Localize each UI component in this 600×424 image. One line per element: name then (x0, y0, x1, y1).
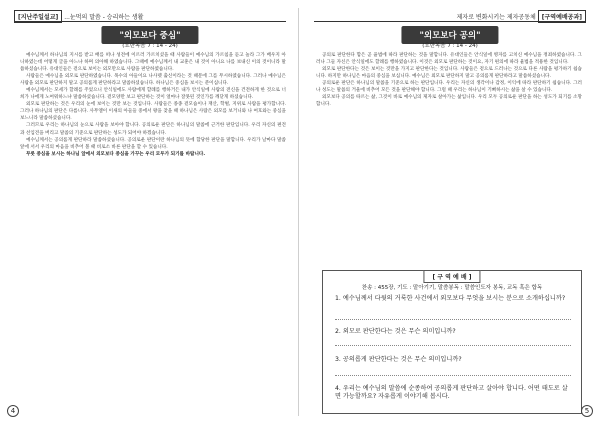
right-header-subtitle: 제자로 변화시키는 제자공동체 (456, 14, 536, 21)
left-sermon-title: "외모보다 중심" (101, 26, 198, 44)
page-gutter (298, 8, 299, 416)
left-header-tag: [지난주일설교] (14, 10, 62, 23)
question-4: 4. 우리는 예수님의 말씀에 순종하여 공의롭게 판단하고 살아야 합니다. 어떤 태도로 살면 가능할까요? 자유롭게 이야기해 봅시다. (335, 385, 568, 400)
left-header-rule (14, 21, 286, 22)
right-lesson-title: "외모보다 공의" (401, 26, 498, 44)
question-3: 3. 공의롭게 판단한다는 것은 무슨 의미입니까? (335, 356, 462, 363)
closing-paragraph: 무릇 중심을 보시는 하나님 앞에서 외모보다 중심을 가꾸는 우리 모두가 되기를 바랍니다. (26, 151, 206, 157)
paragraph: 외모보다 공의를 따르는 삶, 그것이 바로 예수님의 제자로 살아가는 삶입니다. 우리 모두 공의로운 판단을 하는 성도가 되기를 소망합니다. (316, 95, 582, 108)
paragraph: 예수님께서 하나님의 지시를 받고 배를 떠나 성전에 이르러 가르치셨을 때 사람들이 예수님의 가르침을 듣고 놀라 그가 배우지 아니하였는데 어떻게 글을 아느냐 하며 의아해 하였습니다. 그때에 예수님께서 내 교훈은 내 것이 아니요 나를 보내신 이의 것이니라 말씀하셨습니다. 유대인들은 겉으로 보이는 외모만으로 사람을 판단하였습니다. (20, 53, 286, 73)
paragraph: 공의로 판단한다 함은 곧 율법에 따라 판단하는 것을 말합니다. 유대인들은 안식일에 병자를 고치신 예수님을 정죄하였습니다. 그러나 그들 자신은 안식일에도 할례를 행하였습니다. 이것은 외모로 판단하는 것이요, 자기 편의에 따라 율법을 적용한 것입니다. (316, 53, 582, 66)
right-lesson-body (316, 52, 582, 108)
cell-worship-box (322, 270, 582, 414)
paragraph: 그러므로 우리는 하나님의 눈으로 사람을 보아야 합니다. 공의로운 판단은 하나님의 말씀에 근거한 판단입니다. 우리 자신의 편견과 선입견을 버리고 말씀의 기준으로 판단하는 성도가 되어야 하겠습니다. (20, 123, 286, 136)
paragraph: 외모로 판단한다는 것은 보이는 것만을 가지고 판단한다는 것입니다. 사람들은 겉으로 드러나는 것으로 다른 사람을 평가하기 쉽습니다. 하지만 하나님은 마음의 중심을 보십니다. 예수님은 외모로 판단하지 말고 공의롭게 판단하라고 말씀하셨습니다. (316, 67, 582, 80)
answer-line[interactable] (335, 345, 571, 346)
right-page (300, 0, 600, 424)
paragraph: 예수님께서는 공의롭게 판단하라 말씀하셨습니다. 공의로운 판단이란 하나님의 뜻에 합당한 판단을 말합니다. 우리가 날마다 말씀 앞에 서서 우리의 마음을 비추어 볼 때 비로소 바른 판단을 할 수 있습니다. (20, 137, 286, 150)
paragraph: 예수님께서는 모세가 할례를 주었으니 안식일에도 사람에게 할례를 행하거든 내가 안식일에 사람의 전신을 건전하게 한 것으로 너희가 나에게 노여워하느냐 말씀하셨습니다. 겉모양만 보고 판단하는 것이 얼마나 잘못된 것인가를 깨닫게 하셨습니다. (20, 88, 286, 101)
right-page-number: 5 (581, 405, 593, 417)
left-page-number: 4 (7, 405, 19, 417)
cell-worship-order: 찬송 : 455장, 기도 : 맡아기기, 말씀봉독 : 말씀인도자 봉독, 교독 혹은 합독 (361, 285, 543, 291)
left-sermon-body (20, 52, 286, 158)
paragraph: 외모로 판단하는 것은 우리의 눈에 보이는 것만 보는 것입니다. 사람들은 종종 겉모습이나 재산, 학벌, 지위로 사람을 평가합니다. 그러나 하나님의 판단은 다릅니다. 사무엘이 이새의 아들들 중에서 왕을 찾을 때 하나님은 사람은 외모를 보거니와 나 여호와는 중심을 보느니라 말씀하셨습니다. (20, 102, 286, 122)
right-header-rule (314, 21, 586, 22)
answer-line[interactable] (335, 319, 571, 320)
right-scripture-reference: (요한복음 7 : 14 - 24) (422, 43, 478, 49)
cell-worship-title: [ 구 역 예 배 ] (423, 270, 480, 283)
question-2: 2. 외모로 판단한다는 것은 무슨 의미입니까? (335, 328, 456, 335)
right-header-tag: [구역예배공과] (538, 10, 586, 23)
left-header-subtitle: ...눈먹의 말씀 - 승리하는 생활 (64, 14, 144, 21)
paragraph: 사람들은 예수님을 외모로 판단하였습니다. 목수의 아들이요 나사렛 출신이라는 것 때문에 그를 무시하였습니다. 그러나 예수님은 사람을 외모로 판단하지 말고 공의롭게 판단하라고 말씀하셨습니다. 하나님은 중심을 보시는 분이십니다. (20, 74, 286, 87)
left-scripture-reference: (요한복음 7 : 14 - 24) (122, 43, 178, 49)
paragraph: 공의로운 판단은 하나님의 말씀을 기준으로 하는 판단입니다. 우리는 자신의 생각이나 감정, 이익에 따라 판단하기 쉽습니다. 그러나 성도는 말씀의 거울에 비추어 모든 것을 판단해야 합니다. 그럴 때 우리는 하나님이 기뻐하시는 삶을 살 수 있습니다. (316, 81, 582, 94)
question-1: 1. 예수님께서 다윗의 거룩한 사건에서 외모보다 무엇을 보시는 분으로 소개하십니까? (335, 295, 566, 302)
answer-line[interactable] (335, 375, 571, 376)
